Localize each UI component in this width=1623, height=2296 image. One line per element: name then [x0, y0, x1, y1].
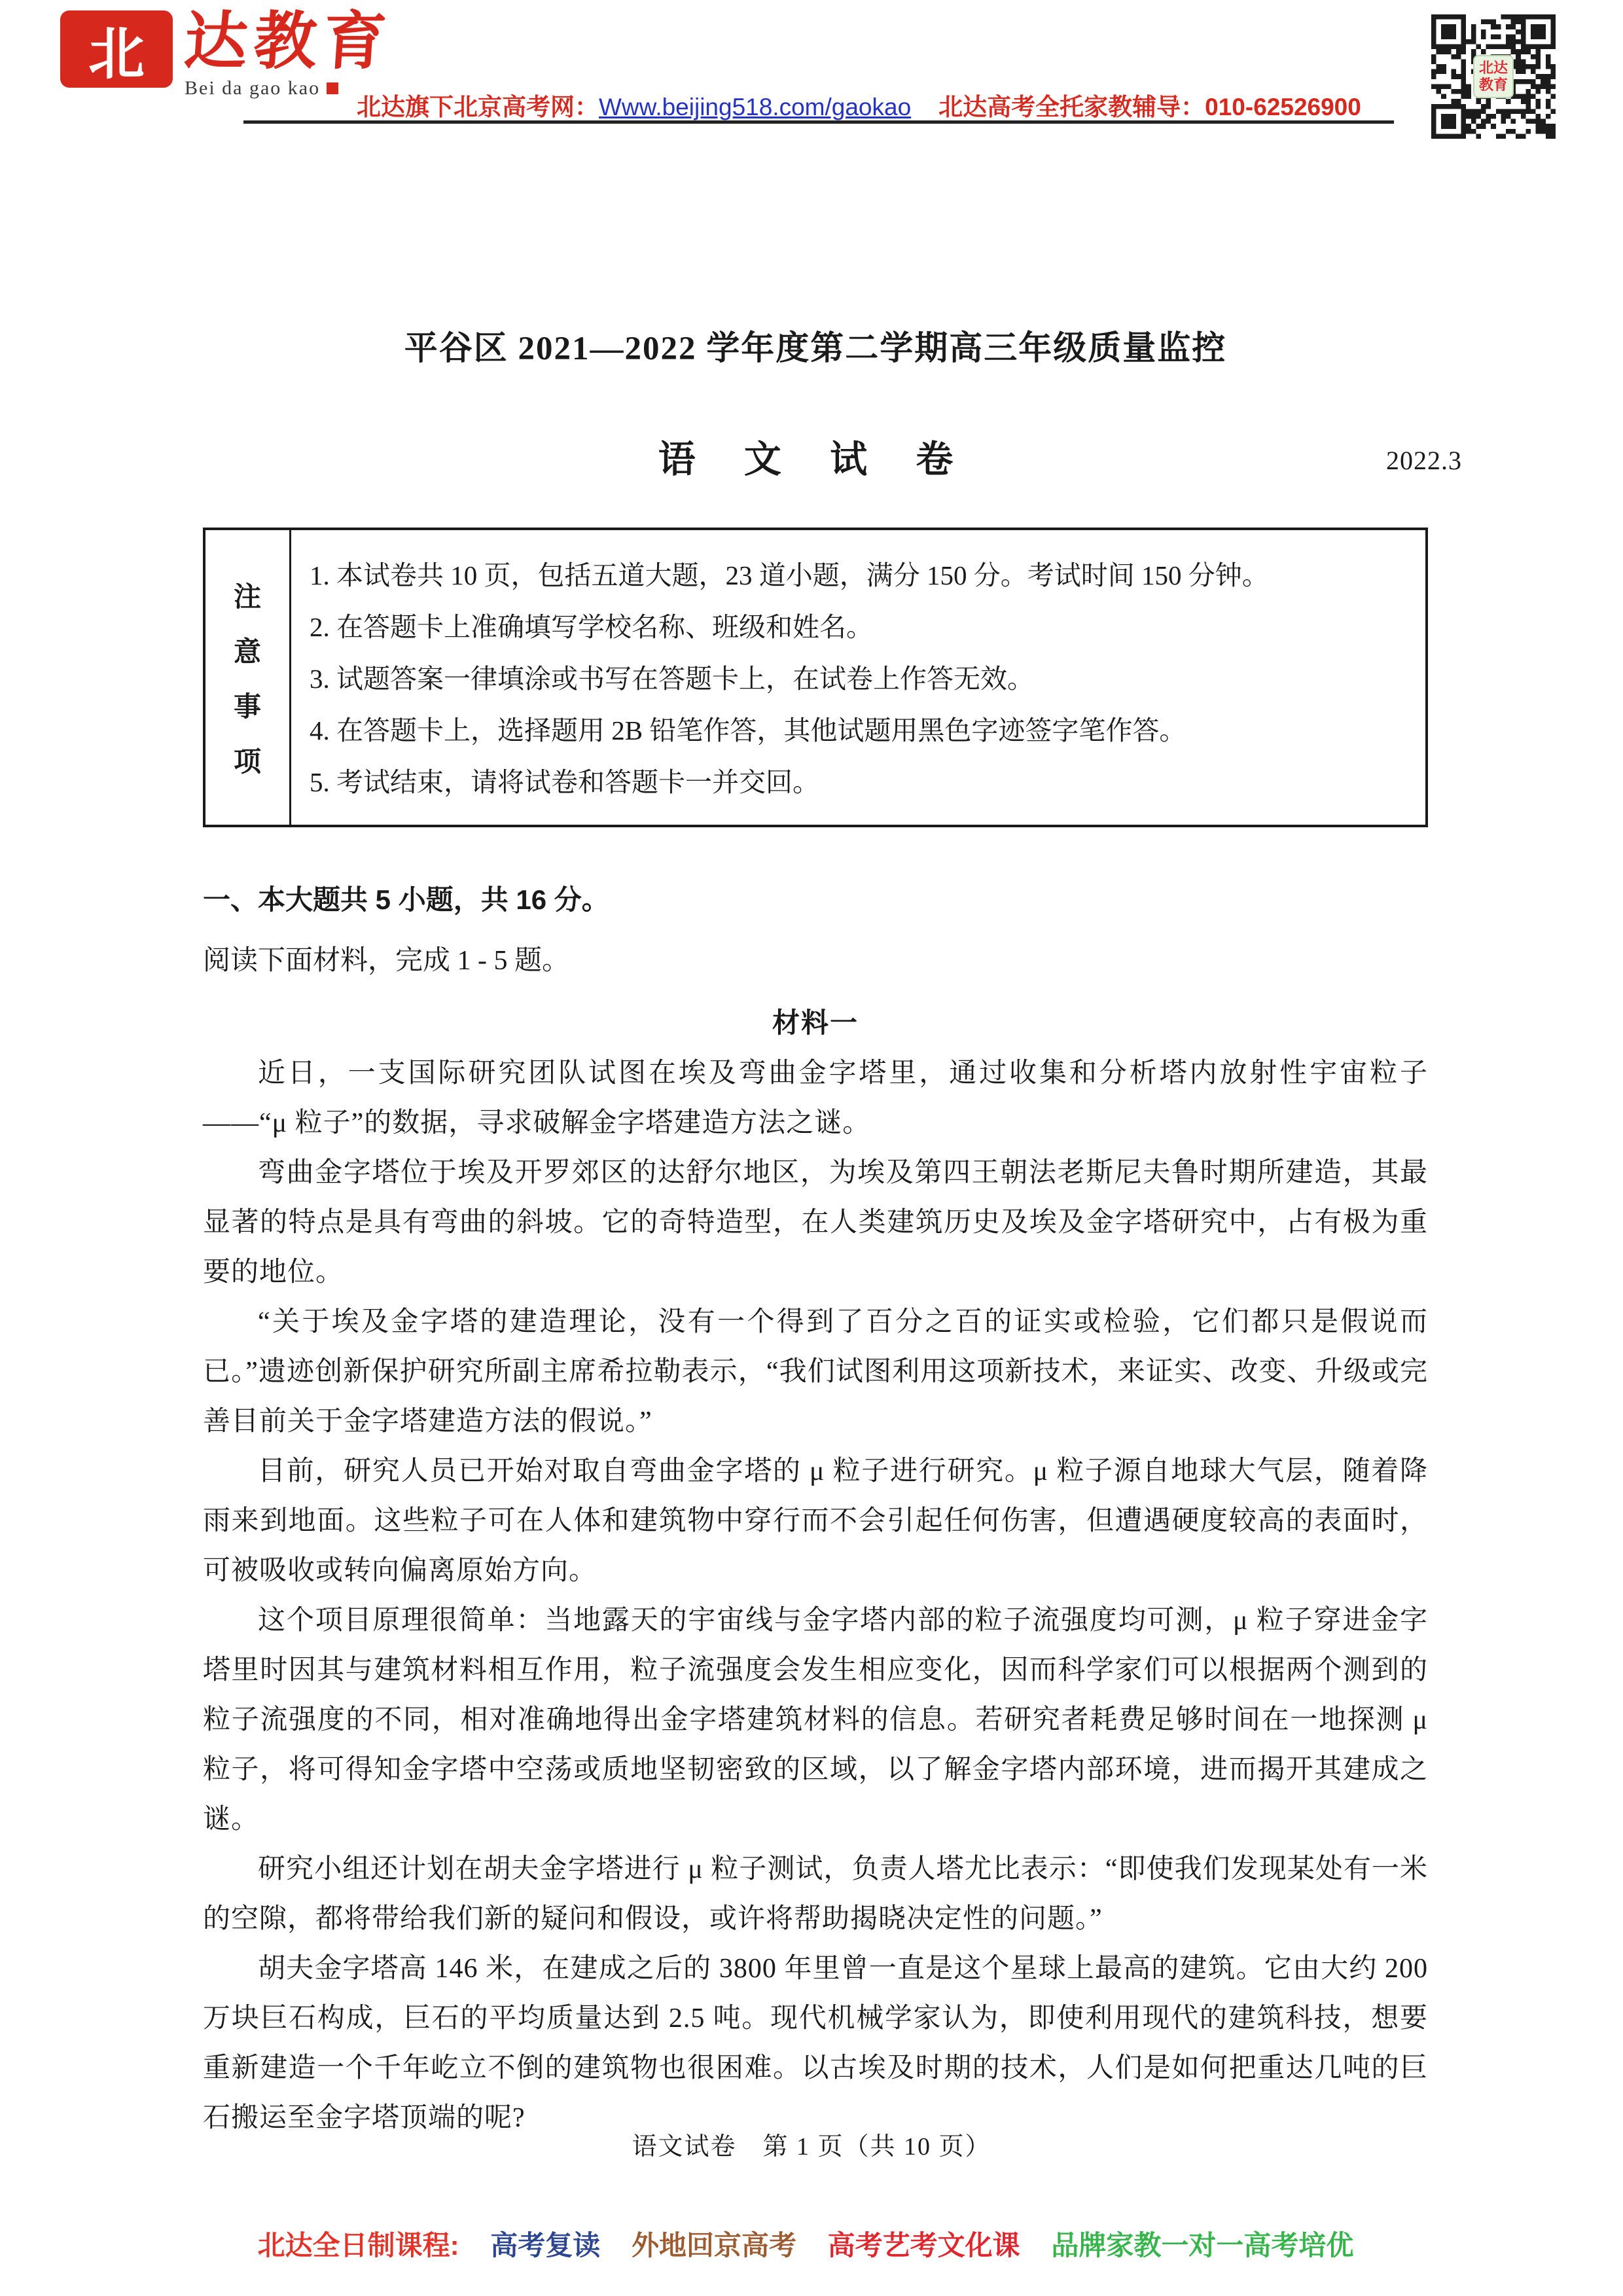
header-divider: [243, 120, 1394, 124]
paragraph: 弯曲金字塔位于埃及开罗郊区的达舒尔地区，为埃及第四王朝法老斯尼夫鲁时期所建造，其最显著的特点是具有弯曲的斜坡。它的奇特造型，在人类建筑历史及埃及金字塔研究中，占有极为重要的地位。: [203, 1158, 1428, 1287]
page-header: [0, 0, 1623, 157]
notice-item: 2. 在答题卡上准确填写学校名称、班级和姓名。: [310, 612, 873, 642]
section-heading: 一、本大题共 5 小题，共 16 分。: [203, 884, 609, 915]
paragraph: 胡夫金字塔高 146 米，在建成之后的 3800 年里曾一直是这个星球上最高的建筑。它由大约 200 万块巨石构成，巨石的平均质量达到 2.5 吨。现代机械学家认为，即使利用现代的建筑科技，想要重新建造一个千年屹立不倒的建筑物也很困难。以古埃及时期的技术，人们是如何把重达几吨的巨石搬运至金字塔顶端的呢?: [203, 1954, 1428, 2133]
gaokao-site-link[interactable]: Www.beijing518.com/gaokao: [599, 94, 912, 120]
notice-item: 5. 考试结束，请将试卷和答题卡一并交回。: [310, 767, 819, 797]
red-square-icon: [327, 82, 338, 94]
notice-item: 4. 在答题卡上，选择题用 2B 铅笔作答，其他试题用黑色字迹签字笔作答。: [310, 715, 1186, 745]
paragraph: 目前，研究人员已开始对取自弯曲金字塔的 μ 粒子进行研究。μ 粒子源自地球大气层，随着降雨来到地面。这些粒子可在人体和建筑物中穿行而不会引起任何伤害，但遭遇硬度较高的表面时，可被吸收或转向偏离原始方向。: [203, 1456, 1428, 1586]
notice-box: [203, 528, 1428, 827]
bottom-ad-banner: [0, 2224, 1623, 2263]
material-one-title: 材料一: [772, 1007, 859, 1038]
paragraph: 这个项目原理很简单：当地露天的宇宙线与金字塔内部的粒子流强度均可测，μ 粒子穿进金字塔里时因其与建筑材料相互作用，粒子流强度会发生相应变化，因而科学家们可以根据两个测到的粒子流强度的不同，相对准确地得出金字塔建筑材料的信息。若研究者耗费足够时间在一地探测 μ 粒子，将可得知金字塔中空荡或质地坚韧密致的区域，以了解金字塔内部环境，进而揭开其建成之谜。: [203, 1605, 1428, 1835]
paper-title: 平谷区 2021—2022 学年度第二学期高三年级质量监控: [404, 331, 1227, 367]
paragraph: 近日，一支国际研究团队试图在埃及弯曲金字塔里，通过收集和分析塔内放射性宇宙粒子——“μ 粒子”的数据，寻求破解金字塔建造方法之谜。: [203, 1058, 1428, 1138]
notice-item: 1. 本试卷共 10 页，包括五道大题，23 道小题，满分 150 分。考试时间 150 分钟。: [310, 560, 1269, 590]
contact-left-label: 北达旗下北京高考网：: [357, 94, 599, 120]
banner-segment: 北达全日制课程:: [257, 2230, 459, 2261]
exam-date: 2022.3: [1386, 446, 1462, 475]
beida-seal-icon: [60, 10, 173, 88]
material-one-text: [203, 1049, 1428, 2143]
page-number-footer: 语文试卷 第 1 页（共 10 页）: [632, 2133, 991, 2161]
section-instruction: 阅读下面材料，完成 1 - 5 题。: [203, 946, 569, 976]
paragraph: “关于埃及金字塔的建造理论，没有一个得到了百分之百的证实或检验，它们都只是假说而已。”遗迹创新保护研究所副主席希拉勒表示，“我们试图利用这项新技术，来证实、改变、升级或完善目前关于金字塔建造方法的假说。”: [203, 1307, 1428, 1437]
banner-segment: 品牌家教一对一高考培优: [1051, 2230, 1354, 2261]
banner-segment: 外地回京高考: [631, 2230, 796, 2261]
brand-tagline: Bei da gao kao: [185, 77, 393, 99]
notice-label: 注 意 事 项: [205, 530, 291, 825]
paragraph: 研究小组还计划在胡夫金字塔进行 μ 粒子测试，负责人塔尤比表示：“即使我们发现某处有一米的空隙，都将带给我们新的疑问和假设，或许将帮助揭晓决定性的问题。”: [203, 1854, 1428, 1934]
brand-name: 达教育: [182, 7, 395, 77]
qr-center-badge: 北达 教育: [1473, 55, 1514, 98]
header-contact-line: [357, 87, 1361, 122]
notice-item: 3. 试题答案一律填涂或书写在答题卡上，在试卷上作答无效。: [310, 664, 1034, 694]
paper-subtitle: 语 文 试 卷: [658, 439, 973, 480]
beida-logo: [60, 7, 395, 99]
paper-content: [203, 157, 1462, 2143]
contact-right-label: 北达高考全托家教辅导：: [938, 94, 1205, 120]
contact-phone: 010-62526900: [1205, 94, 1361, 120]
qr-code: [1431, 14, 1556, 139]
notice-items: [291, 530, 1425, 825]
seal-character: 北: [88, 23, 145, 86]
banner-segment: 高考复读: [490, 2230, 601, 2261]
banner-segment: 高考艺考文化课: [827, 2230, 1020, 2261]
